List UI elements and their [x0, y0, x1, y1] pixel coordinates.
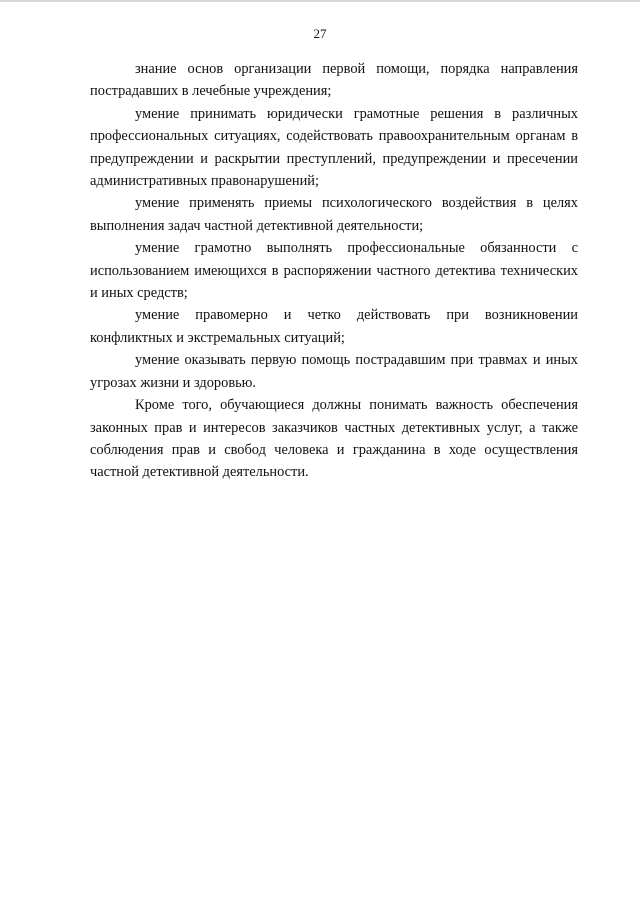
page-number: 27: [313, 26, 327, 41]
paragraph-first-aid-skill: умение оказывать первую помощь пострадавшим при травмах и иных угрозах жизни и здоровью.: [90, 352, 578, 391]
paragraph-legal-decisions: умение принимать юридически грамотные решения в различных профессиональных ситуациях, содействовать правоохранительным органам в предупреждении и раскрытии преступлений, предупреждении и пресечении административных правонарушений;: [90, 105, 578, 190]
paragraph-technical-means: умение грамотно выполнять профессиональные обязанности с использованием имеющихся в распоряжении частного детектива технических и иных средств;: [90, 240, 578, 302]
document-body: [90, 58, 578, 484]
paragraph-rights-importance: Кроме того, обучающиеся должны понимать важность обеспечения законных прав и интересов заказчиков частных детективных услуг, а также соблюдения прав и свобод человека и гражданина в ходе осуществления частной детективной деятельности.: [90, 397, 578, 481]
scan-top-edge: [0, 0, 640, 2]
paragraph-psychological-influence: умение применять приемы психологического воздействия в целях выполнения задач частной детективной деятельности;: [90, 195, 578, 234]
paragraph-first-aid-knowledge: знание основ организации первой помощи, порядка направления пострадавших в лечебные учреждения;: [90, 61, 578, 100]
paragraph-conflict-situations: умение правомерно и четко действовать при возникновении конфликтных и экстремальных ситуаций;: [90, 307, 578, 346]
